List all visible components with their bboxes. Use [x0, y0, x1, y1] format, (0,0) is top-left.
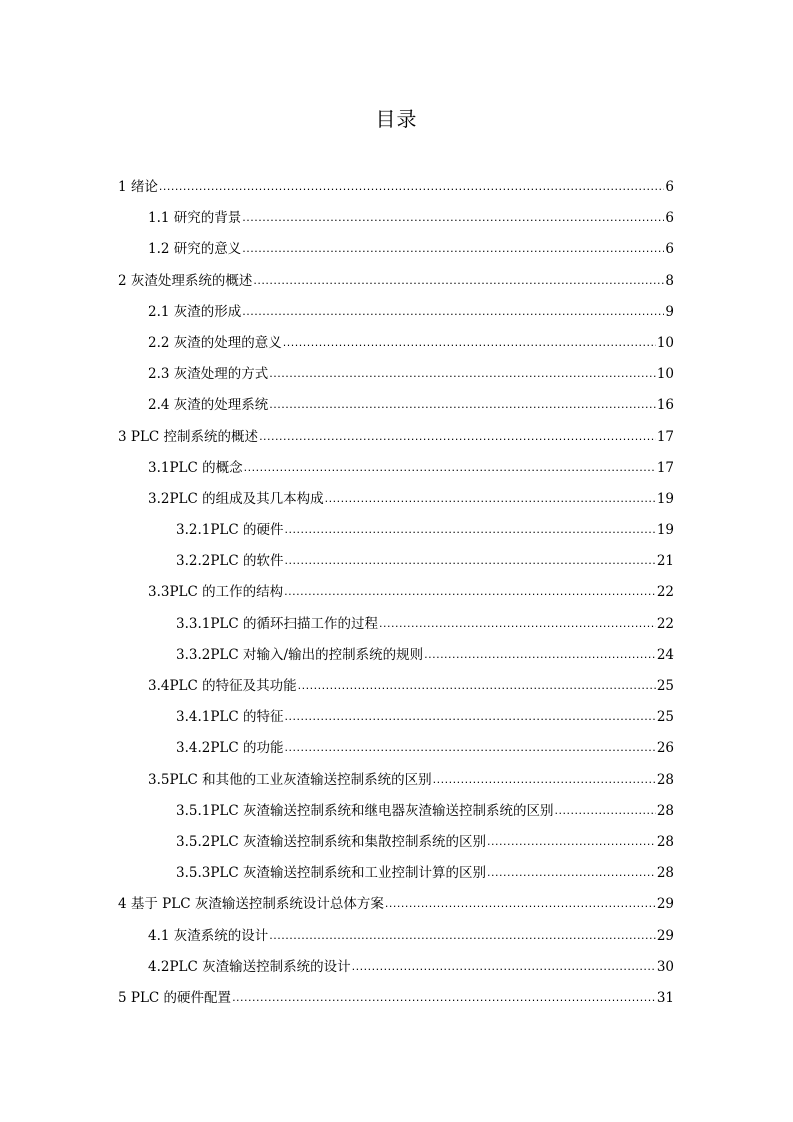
table-of-contents: [118, 172, 674, 1014]
toc-entry-label: 3.4PLC 的特征及其功能: [148, 678, 297, 694]
toc-entry-label: 5 PLC 的硬件配置: [118, 989, 232, 1006]
toc-dot-leader: [285, 732, 656, 763]
toc-entry[interactable]: [118, 484, 674, 515]
toc-entry[interactable]: [118, 515, 674, 546]
toc-entry[interactable]: [118, 172, 674, 203]
toc-entry[interactable]: [118, 359, 674, 390]
toc-entry-label: 3.5.2PLC 灰渣输送控制系统和集散控制系统的区别: [176, 833, 487, 850]
toc-dot-leader: [283, 327, 656, 358]
toc-entry[interactable]: [118, 983, 674, 1014]
toc-dot-leader: [253, 265, 664, 296]
toc-entry-label: 3.1PLC 的概念: [148, 459, 243, 476]
toc-entry-page-number: 28: [656, 771, 674, 788]
toc-dot-leader: [424, 639, 656, 670]
toc-entry[interactable]: [118, 733, 674, 764]
toc-dot-leader: [269, 389, 656, 420]
toc-dot-leader: [325, 483, 656, 514]
toc-entry-label: 3.2PLC 的组成及其几本构成: [148, 490, 324, 507]
toc-dot-leader: [379, 608, 656, 639]
toc-entry-label: 3.5PLC 和其他的工业灰渣输送控制系统的区别: [148, 771, 432, 788]
toc-dot-leader: [487, 857, 656, 888]
toc-entry[interactable]: [118, 889, 674, 920]
toc-entry-label: 2.1 灰渣的形成: [148, 303, 242, 320]
toc-dot-leader: [259, 421, 656, 452]
toc-entry-page-number: 25: [656, 678, 674, 694]
toc-entry[interactable]: [118, 921, 674, 952]
toc-entry[interactable]: [118, 952, 674, 983]
toc-entry[interactable]: [118, 453, 674, 484]
toc-entry-page-number: 16: [656, 397, 674, 414]
toc-entry-page-number: 6: [665, 241, 674, 258]
toc-dot-leader: [285, 701, 656, 732]
toc-entry[interactable]: [118, 640, 674, 671]
toc-entry[interactable]: [118, 546, 674, 577]
toc-entry-label: 3.3.1PLC 的循环扫描工作的过程: [176, 615, 379, 632]
toc-entry[interactable]: [118, 203, 674, 234]
toc-entry[interactable]: [118, 328, 674, 359]
toc-entry-page-number: 25: [656, 709, 674, 726]
toc-entry[interactable]: [118, 702, 674, 733]
toc-entry-label: 2.2 灰渣的处理的意义: [148, 334, 282, 351]
toc-entry-page-number: 21: [656, 553, 674, 570]
toc-entry-page-number: 10: [656, 334, 674, 351]
toc-entry-page-number: 31: [656, 989, 674, 1006]
toc-entry-label: 2 灰渣处理系统的概述: [118, 272, 253, 289]
toc-entry-page-number: 26: [656, 740, 674, 757]
toc-dot-leader: [242, 296, 664, 327]
toc-entry[interactable]: [118, 234, 674, 265]
toc-entry[interactable]: [118, 827, 674, 858]
toc-dot-leader: [555, 795, 656, 826]
toc-entry-label: 4 基于 PLC 灰渣输送控制系统设计总体方案: [118, 896, 384, 913]
toc-entry-label: 4.2PLC 灰渣输送控制系统的设计: [148, 958, 351, 975]
toc-entry-page-number: 29: [656, 927, 674, 944]
toc-entry[interactable]: [118, 390, 674, 421]
toc-entry-page-number: 28: [656, 802, 674, 819]
toc-entry[interactable]: [118, 422, 674, 453]
toc-entry-label: 3.2.2PLC 的软件: [176, 553, 284, 570]
page-title: 目录: [375, 107, 418, 131]
toc-dot-leader: [285, 545, 656, 576]
toc-entry-page-number: 30: [656, 958, 674, 975]
toc-dot-leader: [242, 202, 664, 233]
toc-entry-label: 3.5.3PLC 灰渣输送控制系统和工业控制计算的区别: [176, 865, 487, 882]
toc-dot-leader: [298, 670, 656, 701]
toc-entry[interactable]: [118, 266, 674, 297]
toc-dot-leader: [159, 171, 665, 202]
toc-entry-page-number: 6: [665, 210, 674, 227]
toc-entry-label: 2.3 灰渣处理的方式: [148, 366, 269, 383]
toc-dot-leader: [244, 452, 656, 483]
toc-entry-page-number: 24: [656, 646, 674, 663]
toc-entry-page-number: 6: [665, 179, 674, 195]
toc-entry-label: 3.3PLC 的工作的结构: [148, 584, 284, 601]
toc-entry-page-number: 8: [665, 272, 674, 289]
toc-dot-leader: [285, 514, 656, 545]
toc-entry-page-number: 29: [656, 896, 674, 913]
toc-entry[interactable]: [118, 609, 674, 640]
toc-entry-page-number: 17: [656, 428, 674, 445]
toc-dot-leader: [284, 576, 656, 607]
toc-entry-label: 1.1 研究的背景: [148, 210, 242, 227]
toc-entry-page-number: 19: [656, 490, 674, 507]
toc-entry-label: 3.2.1PLC 的硬件: [176, 522, 284, 539]
toc-entry-page-number: 22: [656, 615, 674, 632]
toc-entry[interactable]: [118, 858, 674, 889]
toc-entry[interactable]: [118, 796, 674, 827]
toc-entry-label: 1 绪论: [118, 179, 158, 195]
toc-entry[interactable]: [118, 765, 674, 796]
toc-entry-label: 2.4 灰渣的处理系统: [148, 397, 269, 414]
toc-dot-leader: [269, 920, 656, 951]
toc-entry-page-number: 10: [656, 366, 674, 383]
toc-entry-label: 3 PLC 控制系统的概述: [118, 428, 259, 445]
toc-entry[interactable]: [118, 577, 674, 608]
toc-dot-leader: [352, 951, 656, 982]
toc-entry[interactable]: [118, 297, 674, 328]
toc-dot-leader: [269, 358, 656, 389]
toc-entry[interactable]: [118, 671, 674, 702]
toc-dot-leader: [433, 764, 656, 795]
toc-entry-label: 3.4.1PLC 的特征: [176, 709, 284, 726]
toc-dot-leader: [232, 982, 656, 1013]
toc-dot-leader: [487, 826, 656, 857]
toc-entry-label: 3.4.2PLC 的功能: [176, 740, 284, 757]
toc-entry-page-number: 19: [656, 522, 674, 539]
toc-dot-leader: [242, 233, 664, 264]
toc-entry-page-number: 17: [656, 459, 674, 476]
toc-entry-page-number: 28: [656, 865, 674, 882]
toc-entry-page-number: 22: [656, 584, 674, 601]
toc-entry-label: 3.5.1PLC 灰渣输送控制系统和继电器灰渣输送控制系统的区别: [176, 802, 554, 819]
toc-entry-page-number: 9: [665, 303, 674, 320]
toc-entry-label: 4.1 灰渣系统的设计: [148, 927, 269, 944]
toc-entry-label: 3.3.2PLC 对输入/输出的控制系统的规则: [176, 646, 424, 663]
toc-entry-label: 1.2 研究的意义: [148, 241, 242, 258]
toc-dot-leader: [385, 888, 656, 919]
toc-entry-page-number: 28: [656, 833, 674, 850]
